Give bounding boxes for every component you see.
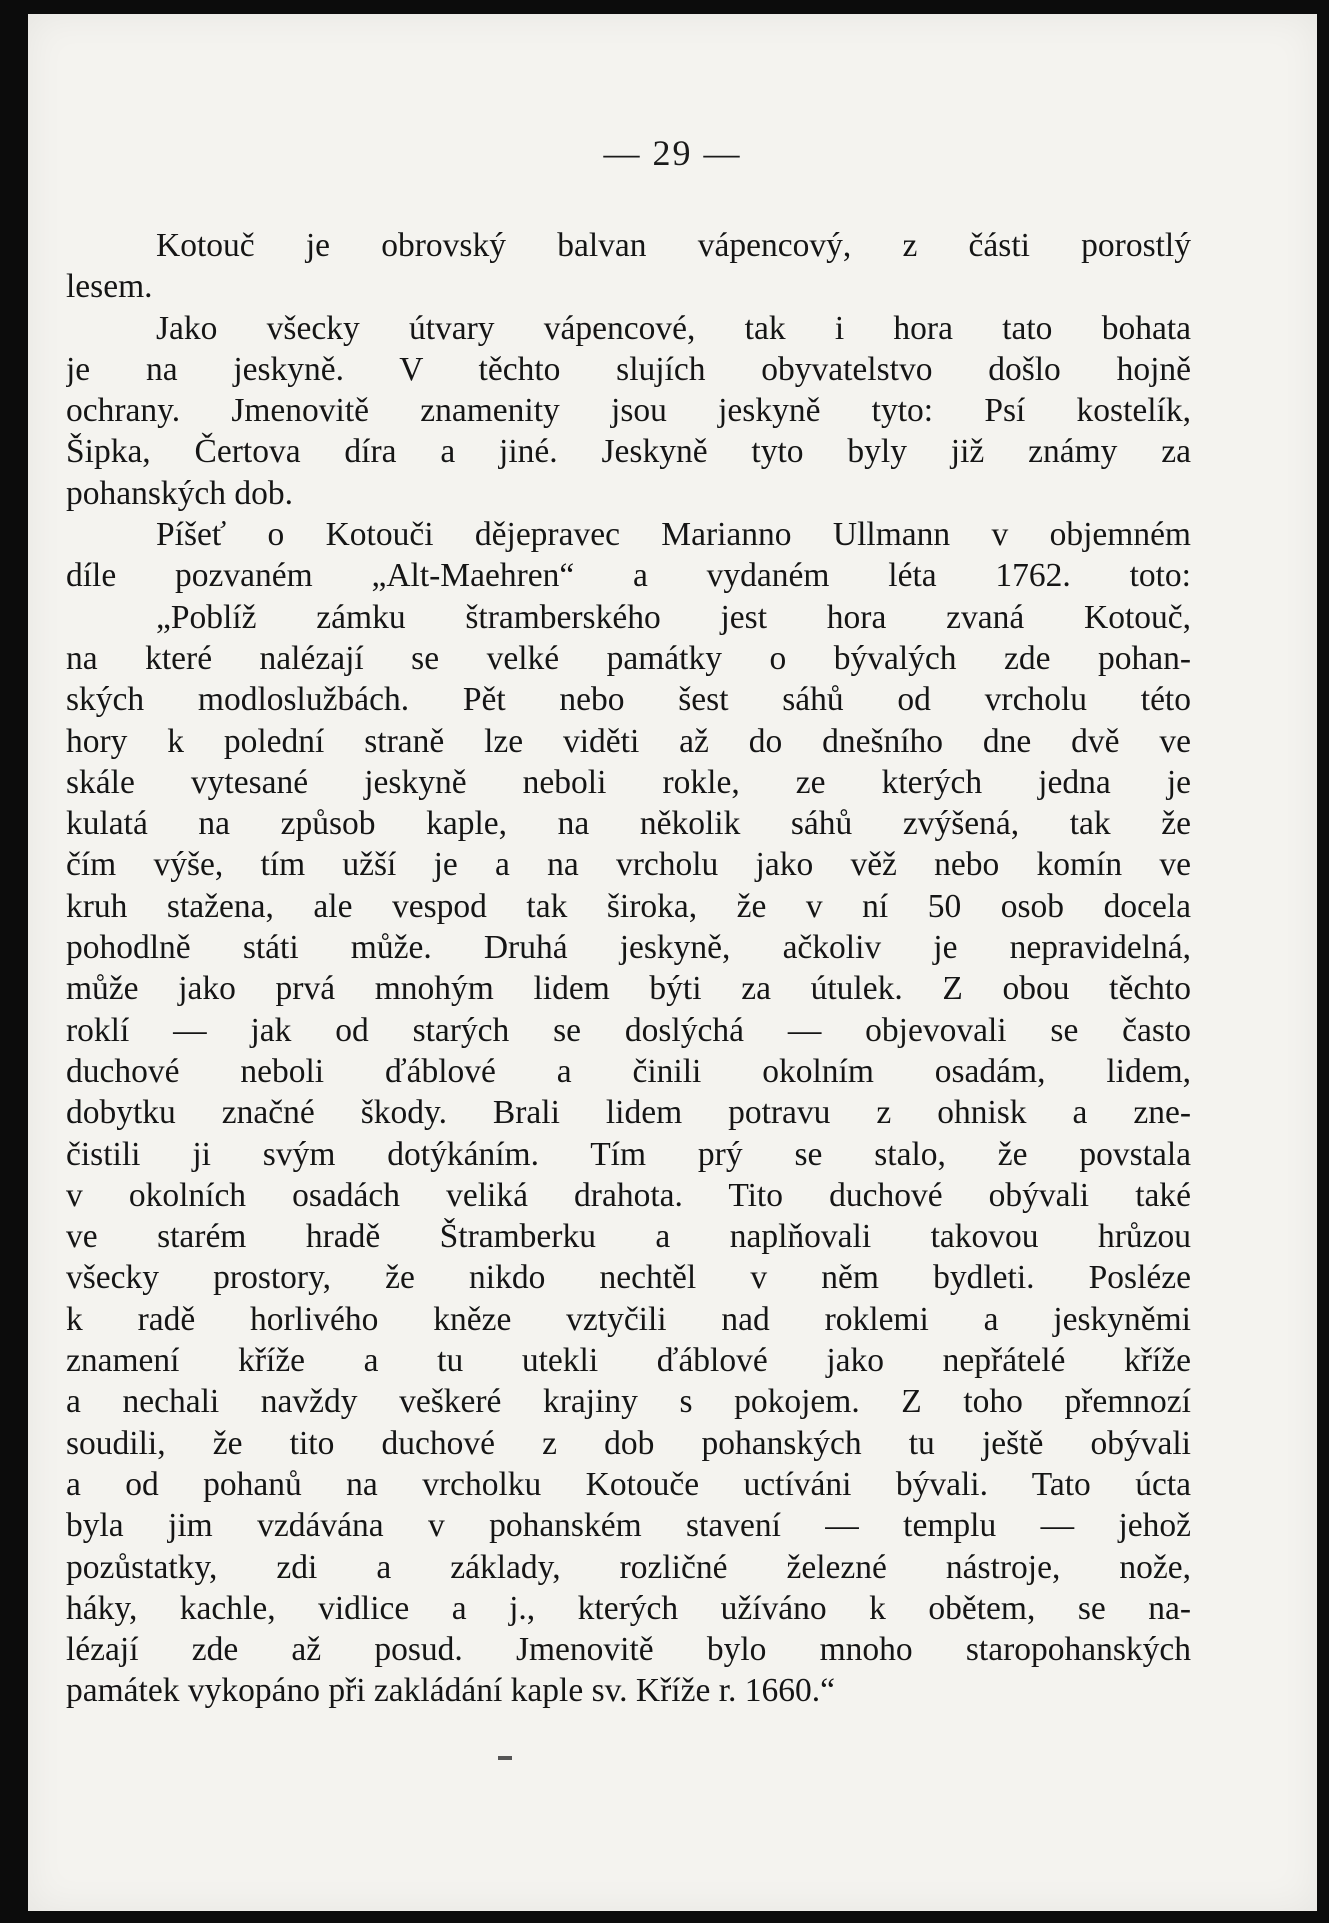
text-line: „Poblíž zámku štramberského jest hora zvaná Kotouč, [156, 598, 1191, 636]
text-line: ve starém hradě Štramberku a naplňovali takovou hrůzou [66, 1218, 1191, 1256]
text-line: je na jeskyně. V těchto slujích obyvatelstvo došlo hojně [66, 350, 1191, 388]
text-line: Kotouč je obrovský balvan vápencový, z části porostlý [156, 227, 1191, 264]
text-line: Jako všecky útvary vápencové, tak i hora tato bohata [156, 309, 1191, 347]
text-line: kruh stažena, ale vespod tak široka, že v ní 50 osob docela [66, 887, 1191, 925]
text-line: duchové neboli ďáblové a činili okolním osadám, lidem, [66, 1052, 1191, 1090]
text-line: Šipka, Čertova díra a jiné. Jeskyně tyto byly již známy za [66, 433, 1191, 471]
text-line: soudili, že tito duchové z dob pohanských tu ještě obývali [66, 1424, 1191, 1462]
text-line: roklí — jak od starých se doslýchá — objevovali se často [66, 1011, 1191, 1049]
text-line: lesem. [66, 268, 153, 306]
text-line: Píšeť o Kotouči dějepravec Marianno Ullmann v objemném [156, 516, 1191, 554]
book-page [28, 14, 1317, 1911]
text-line: čistili ji svým dotýkáním. Tím prý se stalo, že povstala [66, 1135, 1191, 1173]
text-line: dobytku značné škody. Brali lidem potravu z ohnisk a zne- [66, 1094, 1191, 1132]
body-text [66, 225, 1191, 1712]
text-line: a od pohanů na vrcholku Kotouče uctíváni bývali. Tato úcta [66, 1465, 1191, 1503]
text-line: k radě horlivého kněze vztyčili nad roklemi a jeskyněmi [66, 1300, 1191, 1338]
text-line: pohanských dob. [66, 474, 294, 512]
text-line: kulatá na způsob kaple, na několik sáhů zvýšená, tak že [66, 805, 1191, 843]
text-line: památek vykopáno při zakládání kaple sv. Kříže r. 1660.“ [66, 1672, 835, 1710]
text-line: všecky prostory, že nikdo nechtěl v něm bydleti. Posléze [66, 1259, 1191, 1297]
text-line: hory k polední straně lze viděti až do dnešního dne dvě ve [66, 722, 1191, 760]
page-number: — 29 — [603, 133, 742, 173]
text-line: může jako prvá mnohým lidem býti za útulek. Z obou těchto [66, 970, 1191, 1008]
text-line: v okolních osadách veliká drahota. Tito duchové obývali také [66, 1176, 1191, 1214]
ink-speck [498, 1756, 512, 1760]
text-line: byla jim vzdávána v pohanském stavení — templu — jehož [66, 1507, 1191, 1545]
text-line: pohodlně státi může. Druhá jeskyně, ačkoliv je nepravidelná, [66, 929, 1191, 967]
text-line: a nechali navždy veškeré krajiny s pokojem. Z toho přemnozí [66, 1383, 1191, 1421]
text-line: pozůstatky, zdi a základy, rozličné železné nástroje, nože, [66, 1548, 1191, 1586]
text-line: ských modloslužbách. Pět nebo šest sáhů od vrcholu této [66, 681, 1191, 719]
text-line: znamení kříže a tu utekli ďáblové jako nepřátelé kříže [66, 1342, 1191, 1380]
text-line: díle pozvaném „Alt-Maehren“ a vydaném léta 1762. toto: [66, 557, 1191, 595]
text-line: ochrany. Jmenovitě znamenity jsou jeskyně tyto: Psí kostelík, [66, 392, 1191, 430]
text-line: čím výše, tím užší je a na vrcholu jako věž nebo komín ve [66, 846, 1191, 884]
text-line: na které nalézají se velké památky o bývalých zde pohan- [66, 639, 1191, 677]
text-line: skále vytesané jeskyně neboli rokle, ze kterých jedna je [66, 763, 1191, 801]
text-line: lézají zde až posud. Jmenovitě bylo mnoho staropohanských [66, 1631, 1191, 1669]
text-line: háky, kachle, vidlice a j., kterých užíváno k obětem, se na- [66, 1589, 1191, 1627]
